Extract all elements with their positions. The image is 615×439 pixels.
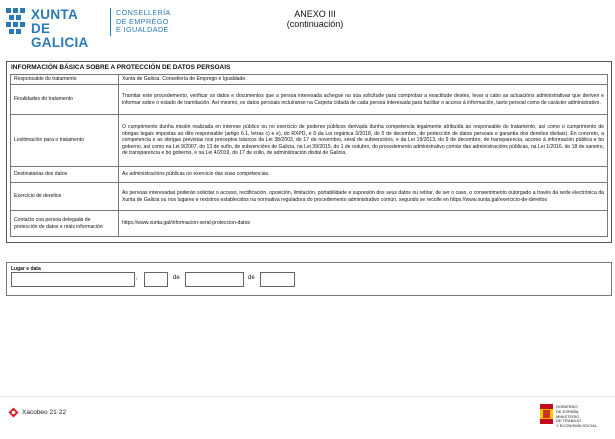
brand-name — [31, 8, 105, 50]
row-label: Responsable do tratamento — [11, 75, 119, 85]
table-row — [11, 85, 608, 115]
place-date-label: Lugar e data — [11, 266, 41, 272]
table-row — [11, 115, 608, 167]
row-label: Destinatarias dos datos — [11, 167, 119, 183]
row-text: As persoas interesadas poderán solicitar o acceso, rectificación, oposición, limitación, portabilidade e supresión dos seus datos ou retirar, de ser o caso, o consentimento outorgado a través da sede electrónica da Xunta de Galicia ou nos lugares e rexistros establecidos na normativa reguladora do procedemento administrativo común, segundo se recolle en https://www.xunta.gal/exercicio-de-dereitos — [119, 183, 608, 211]
xacobeo-symbol-icon — [8, 407, 19, 418]
day-field[interactable] — [144, 272, 168, 287]
row-text: https://www.xunta.gal/informacion-xeral-proteccion-datos — [119, 211, 608, 237]
table-row — [11, 183, 608, 211]
row-label: Exercicio de dereitos — [11, 183, 119, 211]
annex-subtitle: (continuación) — [286, 19, 344, 29]
government-text — [556, 405, 597, 429]
gov-line4: DE TRABAJO — [556, 418, 582, 424]
row-text: As administracións públicas no exercicio das súas competencias. — [119, 167, 608, 183]
government-of-spain-logo — [540, 404, 610, 429]
row-label: Contacto coa persoa delegada de protección de datos e máis información — [11, 211, 119, 237]
gov-line3: MINISTERIO — [556, 413, 580, 419]
dept-line1: CONSELLERÍA — [116, 8, 171, 17]
gov-line1: GOBIERNO — [556, 404, 578, 409]
table-row — [11, 211, 608, 237]
place-field[interactable] — [11, 272, 135, 287]
annex-title: ANEXO III — [294, 9, 336, 19]
footer-divider — [0, 396, 615, 397]
row-label: Finalidades do tratamento — [11, 85, 119, 115]
place-date-box — [6, 262, 612, 296]
comma-separator: , — [136, 275, 138, 281]
gov-line5: Y ECONOMÍA SOCIAL — [556, 423, 598, 429]
spain-coat-of-arms-icon — [540, 404, 553, 424]
de-label-1: de — [173, 275, 180, 281]
row-text: Xunta de Galicia. Consellería de Emprego e Igualdade. — [119, 75, 608, 85]
row-text: O cumprimento dunha misión realizada en interese público ou no exercicio de poderes públicos derivada dunha competencia legalmente atribuída ao responsable do tratamento, así como o cumprimento de obrigas legais impostas ao dito responsable (artigo 6.1, letras c) e e), do RXPD, e 8 da Lei orgánica 3/2018, do 5 de decembro, de protección de datos persoais e garantía dos dereitos dixitais). En concreto, a competencia e as obrigas previstas nos preceptos básicos da Lei 38/2003, do 17 de novembro, xeral de subvencións, e da Lei 19/2013, do 9 de decembro, de transparencia, acceso á información pública e bo goberno, así como na Lei 9/2007, do 13 de xuño, de subvencións de Galicia, na Lei 39/2015, do 1 de outubro, do procedemento administrativo común das administracións públicas, na Lei 1/2016, do 18 de xaneiro, de transparencia e bo goberno, e na Lei 4/2019, do 17 de xullo, de administración dixital de Galicia. — [119, 115, 608, 167]
logo-divider — [110, 8, 111, 36]
brand-line2: DE GALICIA — [31, 21, 89, 50]
month-field[interactable] — [185, 272, 244, 287]
xunta-logo — [5, 7, 105, 50]
xunta-emblem-icon — [5, 7, 27, 37]
department-name — [116, 9, 171, 35]
annex-heading — [270, 9, 360, 29]
table-row — [11, 75, 608, 85]
xacobeo-logo — [8, 407, 68, 421]
de-label-2: de — [248, 275, 255, 281]
data-protection-table — [10, 74, 608, 237]
row-label: Lexitimación para o tratamento — [11, 115, 119, 167]
gov-line2: DE ESPAÑA — [556, 408, 579, 414]
xacobeo-text: Xacobeo 21·22 — [22, 409, 67, 416]
dept-line2: DE EMPREGO — [116, 16, 169, 26]
brand-line1: XUNTA — [31, 7, 78, 22]
section-title: INFORMACIÓN BÁSICA SOBRE A PROTECCIÓN DE DATOS PERSOAIS — [11, 64, 231, 71]
data-protection-box — [6, 61, 612, 243]
table-row — [11, 167, 608, 183]
year-field[interactable] — [260, 272, 295, 287]
row-text: Tramitar este procedemento, verificar os datos e documentos que a persoa interesada achegue na súa solicitude para comprobar a exactitude destes, levar a cabo as actuacións administrativas que deriven e informar sobre o estado de tramitación. Así mesmo, os datos persoais incluiranse na Carpeta cidadá de cada persoa interesada para facilitar o acceso á información, tanto persoal como de carácter administrativo. — [119, 85, 608, 115]
dept-line3: E IGUALDADE — [116, 25, 169, 35]
